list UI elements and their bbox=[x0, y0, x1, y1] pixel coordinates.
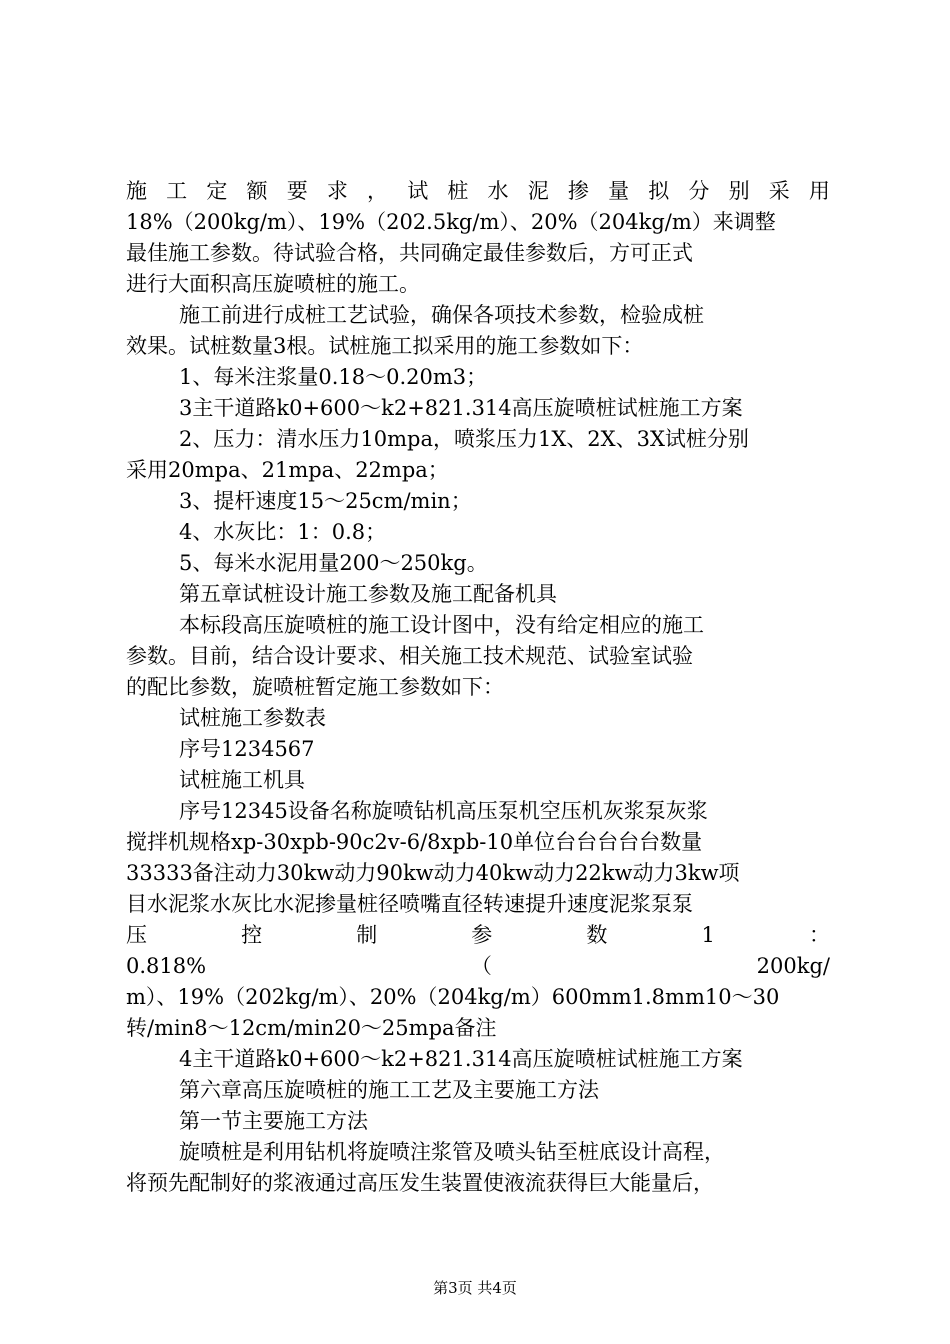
text-segment: （ bbox=[470, 954, 492, 978]
paragraph-line: 3、提杆速度15～25cm/min； bbox=[179, 489, 472, 513]
text-segment: 制 bbox=[356, 923, 378, 947]
text-char: 施 bbox=[126, 179, 147, 203]
paragraph-line: 33333备注动力30kw动力90kw动力40kw动力22kw动力3kw项 bbox=[126, 861, 740, 885]
paragraph-line: 序号1234567 bbox=[179, 737, 315, 761]
text-segment: 控 bbox=[241, 923, 263, 947]
paragraph-line: 旋喷桩是利用钻机将旋喷注浆管及喷头钻至桩底设计高程， bbox=[179, 1140, 725, 1164]
paragraph-line: 的配比参数，旋喷桩暂定施工参数如下： bbox=[126, 675, 504, 699]
chapter-heading: 第六章高压旋喷桩的施工工艺及主要施工方法 bbox=[179, 1078, 599, 1102]
text-char: 分 bbox=[688, 179, 710, 203]
paragraph-line: 目水泥浆水灰比水泥掺量桩径喷嘴直径转速提升速度泥浆泵泵 bbox=[126, 892, 693, 916]
paragraph-line: 施工前进行成桩工艺试验，确保各项技术参数，检验成桩 bbox=[179, 303, 704, 327]
document-body bbox=[126, 176, 830, 1199]
paragraph-line bbox=[126, 920, 830, 951]
paragraph-line bbox=[126, 176, 830, 207]
page-number-footer: 第3页 共4页 bbox=[433, 1279, 517, 1297]
paragraph-line: m）、19%（202kg/m）、20%（204kg/m）600mm1.8mm10～30 bbox=[126, 985, 780, 1009]
section-heading: 第一节主要施工方法 bbox=[179, 1109, 368, 1133]
paragraph-line: 将预先配制好的浆液通过高压发生装置使液流获得巨大能量后， bbox=[126, 1171, 714, 1195]
paragraph-line bbox=[126, 951, 830, 982]
paragraph-line: 最佳施工参数。待试验合格，共同确定最佳参数后，方可正式 bbox=[126, 241, 693, 265]
table-caption: 试桩施工参数表 bbox=[179, 706, 326, 730]
section-header-line: 4主干道路k0+600～k2+821.314高压旋喷桩试桩施工方案 bbox=[179, 1047, 743, 1071]
text-char: 水 bbox=[487, 179, 509, 203]
section-header-line: 3主干道路k0+600～k2+821.314高压旋喷桩试桩施工方案 bbox=[179, 396, 743, 420]
text-char: 掺 bbox=[567, 179, 589, 203]
text-char: 别 bbox=[728, 179, 750, 203]
text-char: 拟 bbox=[648, 179, 670, 203]
text-char: 工 bbox=[166, 179, 188, 203]
paragraph-line: 搅拌机规格xp-30xpb-90c2v-6/8xpb-10单位台台台台台数量 bbox=[126, 830, 703, 854]
text-char: 试 bbox=[407, 179, 429, 203]
paragraph-line: 序号12345设备名称旋喷钻机高压泵机空压机灰浆泵灰浆 bbox=[179, 799, 708, 823]
text-char: 量 bbox=[608, 179, 630, 203]
text-char: 用 bbox=[808, 179, 830, 203]
text-char: 求 bbox=[326, 179, 348, 203]
text-char: 桩 bbox=[447, 179, 469, 203]
text-segment: ： bbox=[808, 923, 830, 947]
paragraph-line: 18%（200kg/m）、19%（202.5kg/m）、20%（204kg/m）来调整 bbox=[126, 210, 776, 234]
text-char: 定 bbox=[206, 179, 228, 203]
paragraph-line: 效果。试桩数量3根。试桩施工拟采用的施工参数如下： bbox=[126, 334, 644, 358]
text-segment: 200kg/ bbox=[756, 954, 830, 978]
paragraph-line: 1、每米注浆量0.18～0.20m3； bbox=[179, 365, 488, 389]
paragraph-line: 2、压力：清水压力10mpa，喷浆压力1X、2X、3X试桩分别 bbox=[179, 427, 749, 451]
text-char: 要 bbox=[286, 179, 308, 203]
paragraph-line: 转/min8～12cm/min20～25mpa备注 bbox=[126, 1016, 497, 1040]
text-segment: 参 bbox=[471, 923, 493, 947]
text-segment: 数 bbox=[586, 923, 608, 947]
paragraph-line: 5、每米水泥用量200～250kg。 bbox=[179, 551, 488, 575]
chapter-heading: 第五章试桩设计施工参数及施工配备机具 bbox=[179, 582, 557, 606]
paragraph-line: 本标段高压旋喷桩的施工设计图中，没有给定相应的施工 bbox=[179, 613, 704, 637]
text-char: 额 bbox=[246, 179, 268, 203]
table-caption: 试桩施工机具 bbox=[179, 768, 305, 792]
text-segment: 压 bbox=[126, 923, 147, 947]
paragraph-line: 进行大面积高压旋喷桩的施工。 bbox=[126, 272, 420, 296]
text-char: 采 bbox=[768, 179, 790, 203]
paragraph-line: 4、水灰比：1：0.8； bbox=[179, 520, 387, 544]
text-segment: 0.818% bbox=[126, 954, 207, 978]
text-char: 泥 bbox=[527, 179, 549, 203]
text-char: ， bbox=[367, 179, 389, 203]
paragraph-line: 采用20mpa、21mpa、22mpa； bbox=[126, 458, 449, 482]
paragraph-line: 参数。目前，结合设计要求、相关施工技术规范、试验室试验 bbox=[126, 644, 693, 668]
text-segment: 1 bbox=[701, 923, 715, 947]
